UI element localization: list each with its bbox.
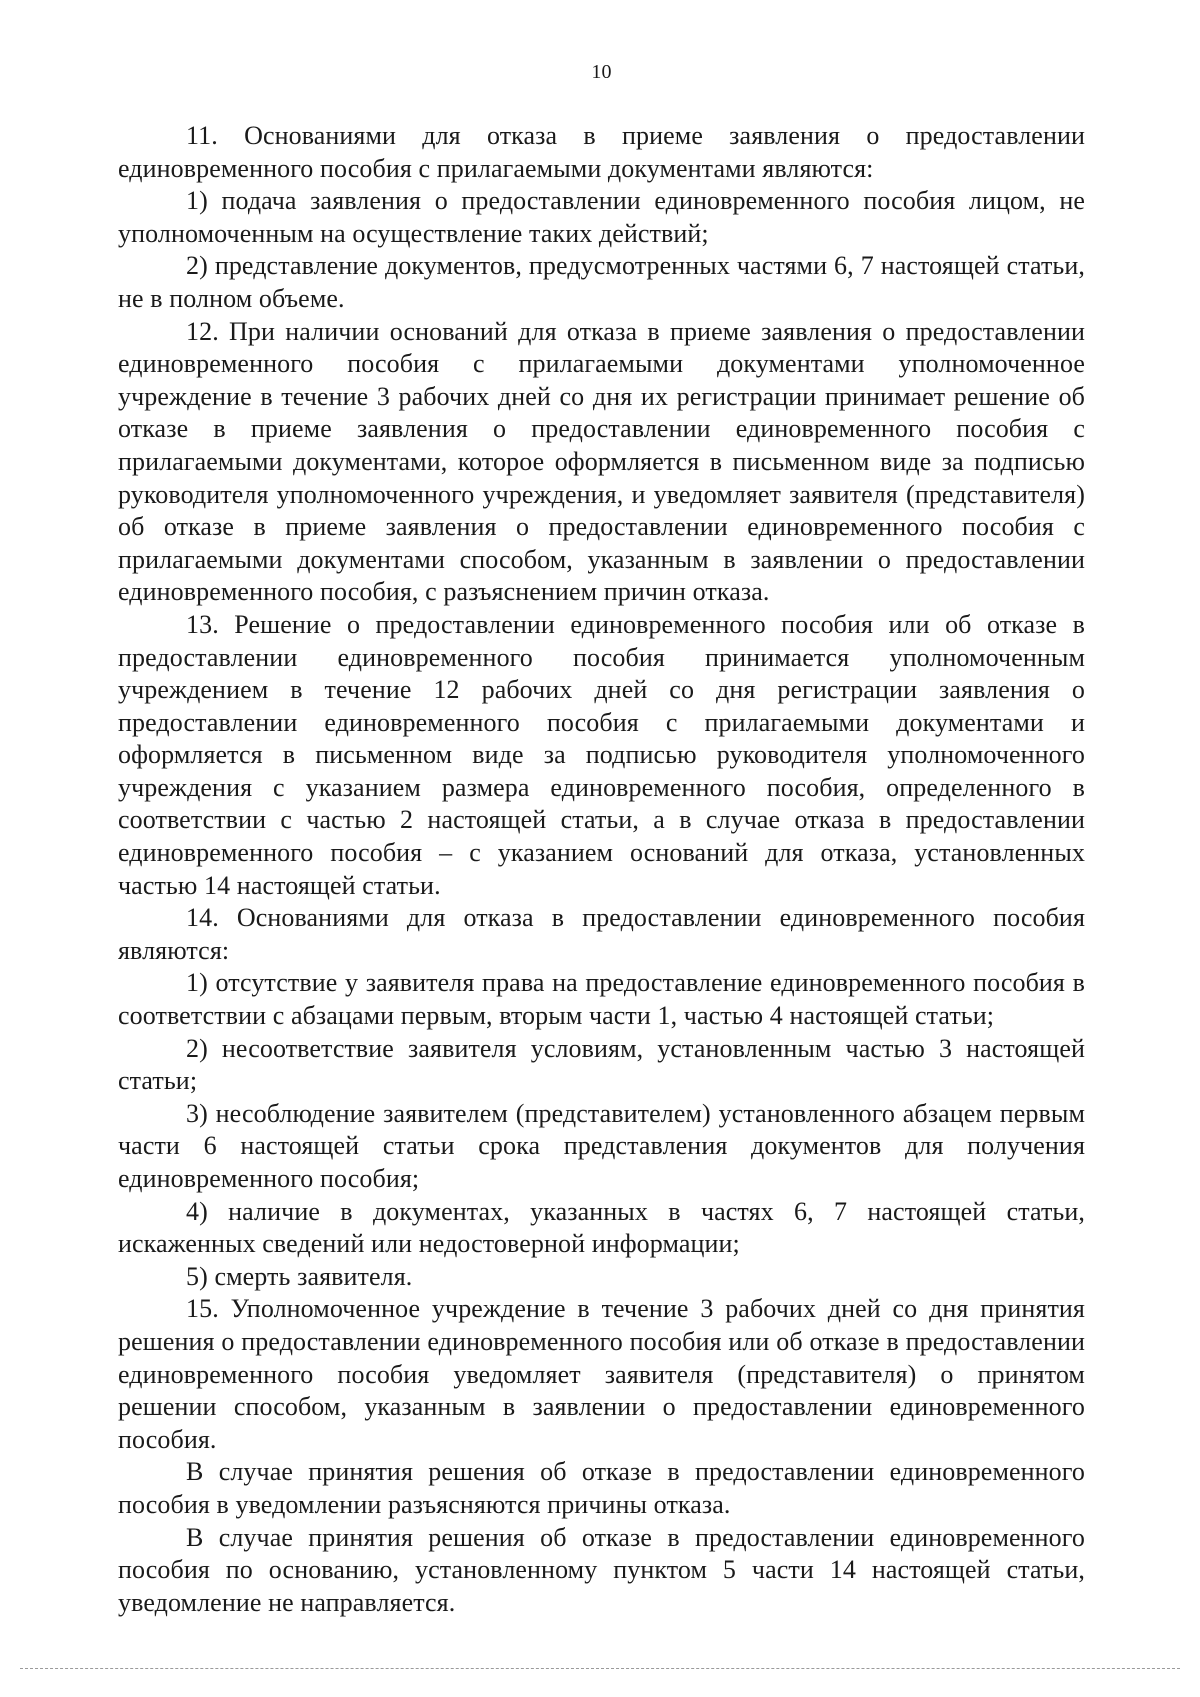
paragraph-11: 11. Основаниями для отказа в приеме заявления о предоставлении единовременного пособия с прилагаемыми документами являются: <box>118 121 1085 183</box>
page-number: 10 <box>591 61 612 83</box>
scan-edge-divider <box>20 1668 1180 1669</box>
paragraph-11-item-2: 2) представление документов, предусмотренных частями 6, 7 настоящей статьи, не в полном объеме. <box>118 251 1085 313</box>
paragraph-15: 15. Уполномоченное учреждение в течение 3 рабочих дней со дня принятия решения о предоставлении единовременного пособия или об отказе в предоставлении единовременного пособия уведомляет заявителя (представителя) о принятом решении способом, указанным в заявлении о предоставлении единовременного пособия. <box>118 1294 1085 1454</box>
paragraph-11-item-1: 1) подача заявления о предоставлении единовременного пособия лицом, не уполномоченным на осуществление таких действий; <box>118 186 1085 248</box>
paragraph-14-item-5: 5) смерть заявителя. <box>186 1261 413 1291</box>
paragraph-15-note-1: В случае принятия решения об отказе в предоставлении единовременного пособия в уведомлении разъясняются причины отказа. <box>118 1457 1085 1519</box>
paragraph-14: 14. Основаниями для отказа в предоставлении единовременного пособия являются: <box>118 903 1085 965</box>
paragraph-14-item-4: 4) наличие в документах, указанных в частях 6, 7 настоящей статьи, искаженных сведений или недостоверной информации; <box>118 1196 1085 1259</box>
paragraph-12: 12. При наличии оснований для отказа в приеме заявления о предоставлении единовременного пособия с прилагаемыми документами уполномоченное учреждение в течение 3 рабочих дней со дня их регистрации принимает решение об отказе в приеме заявления о предоставлении единовременного пособия с прилагаемыми документами, которое оформляется в письменном виде за подписью руководителя уполномоченного учреждения, и уведомляет заявителя (представителя) об отказе в приеме заявления о предоставлении единовременного пособия с прилагаемыми документами способом, указанным в заявлении о предоставлении единовременного пособия, с разъяснением причин отказа. <box>118 316 1085 607</box>
paragraph-14-item-3: 3) несоблюдение заявителем (представителем) установленного абзацем первым части 6 настоящей статьи срока представления документов для получения единовременного пособия; <box>118 1098 1085 1193</box>
paragraph-14-item-1: 1) отсутствие у заявителя права на предоставление единовременного пособия в соответствии с абзацами первым, вторым части 1, частью 4 настоящей статьи; <box>118 968 1085 1031</box>
paragraph-15-note-2: В случае принятия решения об отказе в предоставлении единовременного пособия по основанию, установленному пунктом 5 части 14 настоящей статьи, уведомление не направляется. <box>118 1522 1085 1617</box>
paragraph-14-item-2: 2) несоответствие заявителя условиям, установленным частью 3 настоящей статьи; <box>118 1033 1085 1096</box>
paragraph-13: 13. Решение о предоставлении единовременного пособия или об отказе в предоставлении единовременного пособия принимается уполномоченным учреждением в течение 12 рабочих дней со дня регистрации заявления о предоставлении единовременного пособия с прилагаемыми документами и оформляется в письменном виде за подписью руководителя уполномоченного учреждения с указанием размера единовременного пособия, определенного в соответствии с частью 2 настоящей статьи, а в случае отказа в предоставлении единовременного пособия – с указанием оснований для отказа, установленных частью 14 настоящей статьи. <box>118 609 1085 900</box>
document-page <box>118 60 1085 1619</box>
